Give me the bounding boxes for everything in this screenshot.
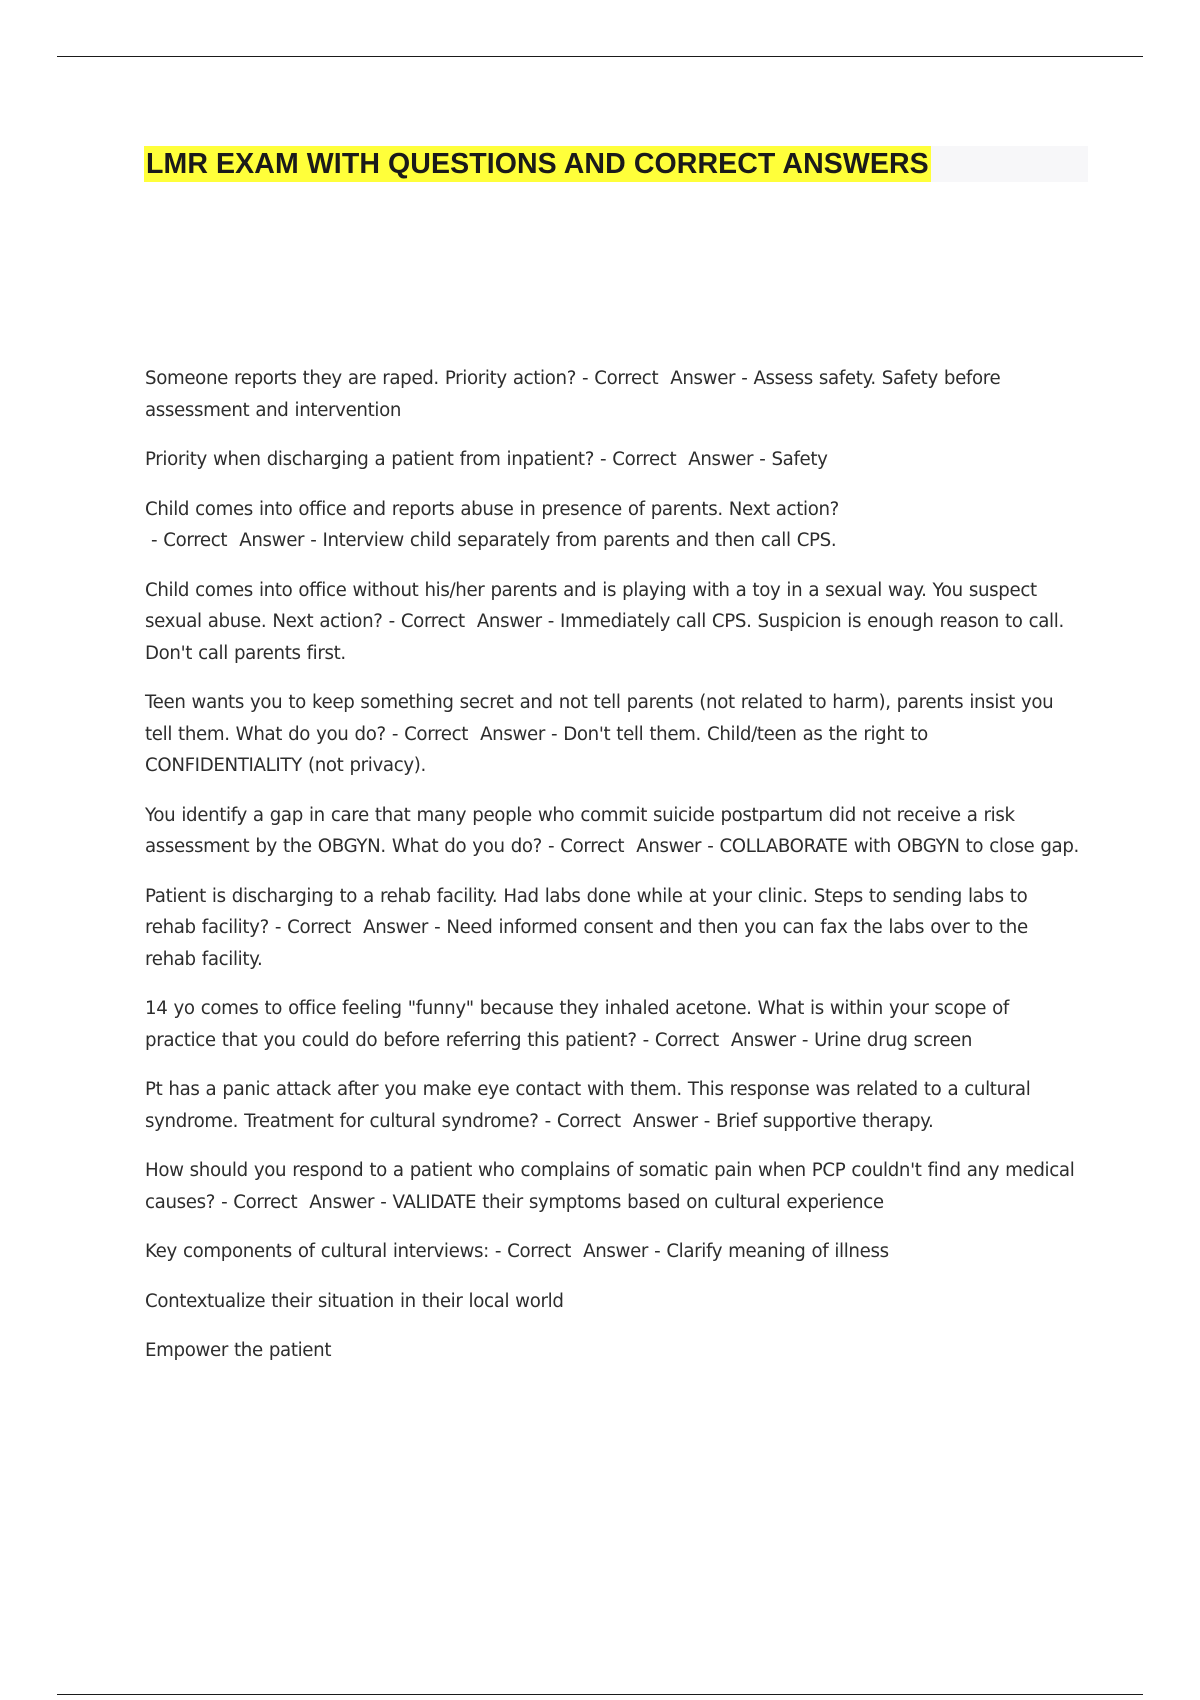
question-text: Key components of cultural interviews:	[145, 1241, 489, 1262]
answer-continuation-2: Empower the patient	[145, 1340, 332, 1361]
answer-text: Don't tell them. Child/teen as the right to CONFIDENTIALITY (not privacy).	[145, 723, 928, 776]
qa-item-6	[145, 800, 1083, 863]
question-text: 14 yo comes to office feeling "funny" because they inhaled acetone. What is within your scope of practice that you could do before referring this patient?	[145, 998, 1009, 1051]
question-text: Teen wants you to keep something secret and not tell parents (not related to harm), parents insist you tell them. What do you do?	[145, 692, 1054, 745]
answer-text: Immediately call CPS. Suspicion is enough reason to call. Don't call parents first.	[145, 611, 1064, 664]
answer-text: Safety	[771, 449, 828, 470]
qa-item-3	[145, 494, 1083, 557]
qa-item-2	[145, 444, 1083, 476]
qa-item-9	[145, 1074, 1083, 1137]
header-rule	[57, 56, 1143, 57]
footer-rule	[57, 1694, 1143, 1695]
answer-continuation-1: Contextualize their situation in their local world	[145, 1290, 564, 1312]
answer-separator: - Correct Answer -	[488, 1241, 667, 1262]
question-text: Child comes into office without his/her parents and is playing with a toy in a sexual way. You suspect sexual abuse. Next action?	[145, 579, 1037, 632]
qa-item-4	[145, 575, 1083, 670]
qa-item-7	[145, 881, 1083, 976]
document-body	[145, 363, 1083, 1385]
answer-text: Need informed consent and then you can fax the labs over to the rehab facility.	[145, 917, 1028, 970]
question-text: Pt has a panic attack after you make eye contact with them. This response was related to a cultural syndrome. Treatment for cultural syndrome?	[145, 1079, 1031, 1132]
answer-text: VALIDATE their symptoms based on cultural experience	[392, 1191, 884, 1213]
answer-text: COLLABORATE with OBGYN to close gap.	[719, 836, 1079, 857]
answer-separator: - Correct Answer -	[268, 917, 447, 938]
question-text: Patient is discharging to a rehab facility. Had labs done while at your clinic. Steps to sending labs to rehab facility?	[145, 885, 1028, 938]
qa-item-10	[145, 1155, 1083, 1218]
answer-separator: - Correct Answer -	[382, 611, 560, 632]
answer-separator: - Correct Answer -	[538, 1110, 717, 1132]
qa-item-11	[145, 1236, 1083, 1268]
answer-text: Interview child separately from parents and then call CPS.	[322, 530, 837, 551]
answer-separator: - Correct Answer -	[636, 1029, 815, 1051]
answer-text: Assess safety. Safety before assessment and intervention	[145, 368, 1001, 421]
question-text: Priority when discharging a patient from inpatient?	[145, 449, 595, 470]
answer-separator: - Correct Answer -	[215, 1191, 393, 1213]
question-text: Someone reports they are raped. Priority action?	[145, 368, 577, 389]
question-text: You identify a gap in care that many people who commit suicide postpartum did not receive a risk assessment by the OBGYN. What do you do?	[145, 804, 1015, 857]
answer-separator: - Correct Answer -	[576, 368, 754, 389]
answer-text: Brief supportive therapy.	[716, 1110, 934, 1132]
answer-text: Urine drug screen	[814, 1029, 973, 1051]
answer-separator: - Correct Answer -	[542, 836, 720, 857]
answer-separator: - Correct Answer -	[145, 530, 323, 551]
question-text: Child comes into office and reports abuse in presence of parents. Next action?	[145, 498, 839, 520]
answer-text: Clarify meaning of illness	[666, 1241, 889, 1262]
qa-item-1	[145, 363, 1083, 426]
answer-separator: - Correct Answer -	[385, 723, 564, 745]
answer-separator: - Correct Answer -	[594, 449, 772, 470]
document-title: LMR EXAM WITH QUESTIONS AND CORRECT ANSWERS	[146, 148, 929, 180]
qa-item-8	[145, 993, 1083, 1056]
qa-item-5	[145, 687, 1083, 782]
question-text: How should you respond to a patient who complains of somatic pain when PCP couldn't find any medical causes?	[145, 1160, 1075, 1213]
